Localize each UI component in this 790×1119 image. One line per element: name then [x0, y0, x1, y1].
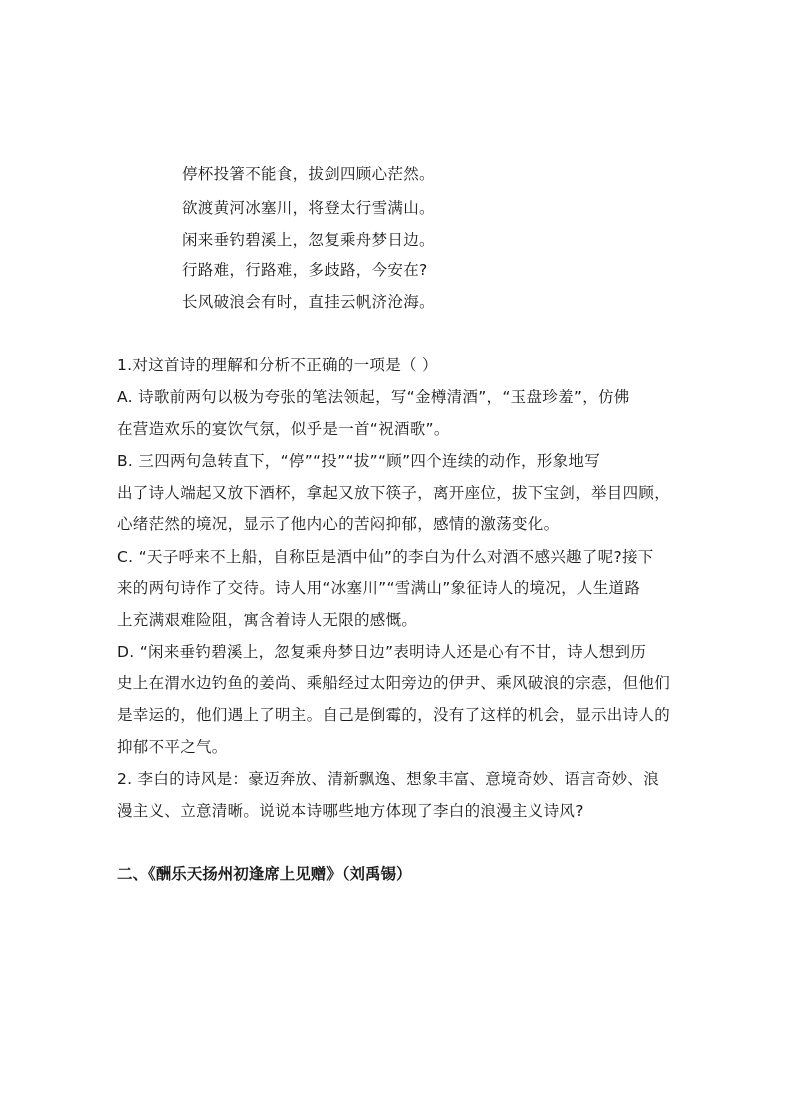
option-b-line-1: B. 三四两句急转直下，“停”“投”“拔”“顾”四个连续的动作，形象地写: [117, 452, 601, 470]
option-a-line-2: 在营造欢乐的宴饮气氛，似乎是一首“祝酒歌”。: [117, 420, 450, 438]
option-d-line-4: 抑郁不平之气。: [117, 738, 228, 756]
option-d-line-3: 是幸运的，他们遇上了明主。自己是倒霉的，没有了这样的机会，显示出诗人的: [117, 706, 671, 724]
poem-line-1: 停杯投箸不能食，拔剑四顾心茫然。: [182, 165, 435, 183]
option-b-line-3: 心绪茫然的境况，显示了他内心的苦闷抑郁，感情的激荡变化。: [117, 515, 560, 533]
poem-line-5: 长风破浪会有时，直挂云帆济沧海。: [182, 293, 435, 311]
poem-line-4: 行路难，行路难，多歧路，今安在?: [182, 261, 428, 279]
option-d-line-1: D. “闲来垂钓碧溪上，忽复乘舟梦日边”表明诗人还是心有不甘，诗人想到历: [117, 643, 647, 661]
section-2-title: 二、《酬乐天扬州初逢席上见赠》（刘禹锡）: [117, 864, 412, 883]
option-a-line-1: A. 诗歌前两句以极为夸张的笔法领起，写“金樽清酒”，“玉盘珍羞”，仿佛: [117, 388, 630, 406]
question-1-stem: 1.对这首诗的理解和分析不正确的一项是（ ）: [117, 356, 438, 374]
option-c-line-1: C. “天子呼来不上船，自称臣是酒中仙”的李白为什么对酒不感兴趣了呢?接下: [117, 548, 654, 566]
option-b-line-2: 出了诗人端起又放下酒杯，拿起又放下筷子，离开座位，拔下宝剑，举目四顾，: [117, 484, 671, 502]
poem-line-3: 闲来垂钓碧溪上，忽复乘舟梦日边。: [182, 231, 435, 249]
option-c-line-2: 来的两句诗作了交待。诗人用“冰塞川”“雪满山”象征诗人的境况，人生道路: [117, 579, 641, 597]
poem-line-2: 欲渡黄河冰塞川，将登太行雪满山。: [182, 199, 435, 217]
question-2-line-1: 2. 李白的诗风是：豪迈奔放、清新飘逸、想象丰富、意境奇妙、语言奇妙、浪: [117, 770, 660, 788]
option-c-line-3: 上充满艰难险阻，寓含着诗人无限的感慨。: [117, 611, 418, 629]
question-2-line-2: 漫主义、立意清晰。说说本诗哪些地方体现了李白的浪漫主义诗风?: [117, 802, 584, 820]
option-d-line-2: 史上在渭水边钓鱼的姜尚、乘船经过太阳旁边的伊尹、乘风破浪的宗悫，但他们: [117, 674, 671, 692]
